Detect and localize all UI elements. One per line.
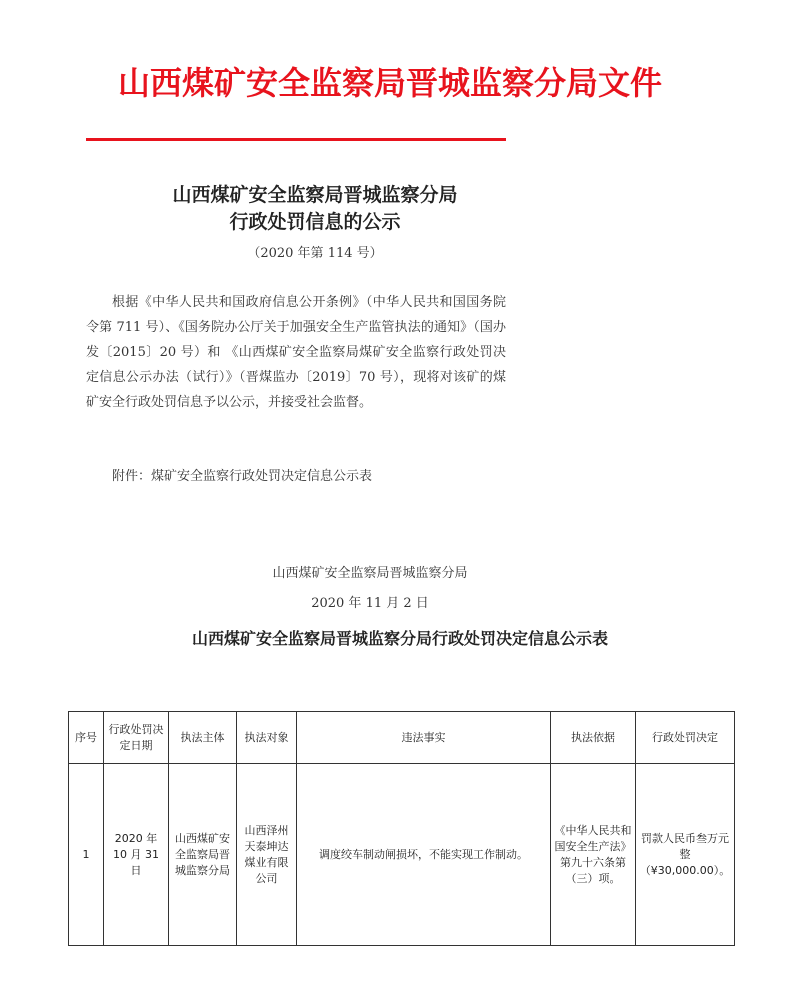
table-row [69,764,735,946]
cell-enforcer: 山西煤矿安全监察局晋城监察分局 [169,764,237,946]
cell-target: 山西泽州天泰坤达煤业有限公司 [237,764,297,946]
letterhead-divider [86,138,506,141]
header-basis: 执法依据 [551,712,636,764]
header-facts: 违法事实 [297,712,551,764]
penalty-table [68,711,735,946]
cell-facts: 调度绞车制动闸损坏，不能实现工作制动。 [297,764,551,946]
issue-date: 2020 年 11 月 2 日 [311,596,429,611]
cell-seq: 1 [69,764,104,946]
notice-title-line1: 山西煤矿安全监察局晋城监察分局 [172,184,458,206]
cell-decision-date: 2020 年 10 月 31 日 [104,764,169,946]
cell-decision: 罚款人民币叁万元整（¥30,000.00）。 [636,764,735,946]
header-decision: 行政处罚决定 [636,712,735,764]
issuer-name: 山西煤矿安全监察局晋城监察分局 [272,566,468,581]
attachment-line: 附件：煤矿安全监察行政处罚决定信息公示表 [112,469,373,484]
header-target: 执法对象 [237,712,297,764]
cell-basis: 《中华人民共和国安全生产法》第九十六条第（三）项。 [551,764,636,946]
document-number: （2020 年第 114 号） [247,246,383,261]
table-title: 山西煤矿安全监察局晋城监察分局行政处罚决定信息公示表 [191,629,608,648]
table-header-row [69,712,735,764]
header-decision-date: 行政处罚决定日期 [104,712,169,764]
notice-title-line2: 行政处罚信息的公示 [229,211,401,233]
letterhead-title: 山西煤矿安全监察局晋城监察分局文件 [118,64,663,102]
header-enforcer: 执法主体 [169,712,237,764]
notice-body: 根据《中华人民共和国政府信息公开条例》（中华人民共和国国务院令第 711 号）、《国务院办公厅关于加强安全生产监管执法的通知》（国办发〔2015〕20 号）和 《山西煤矿安全监察局煤矿安全监察行政处罚决定信息公示办法（试行）》（晋煤监办〔2019〕70 号），现将对该矿的煤矿安全行政处罚信息予以公示，并接受社会监督。 [86,295,506,410]
header-seq: 序号 [69,712,104,764]
